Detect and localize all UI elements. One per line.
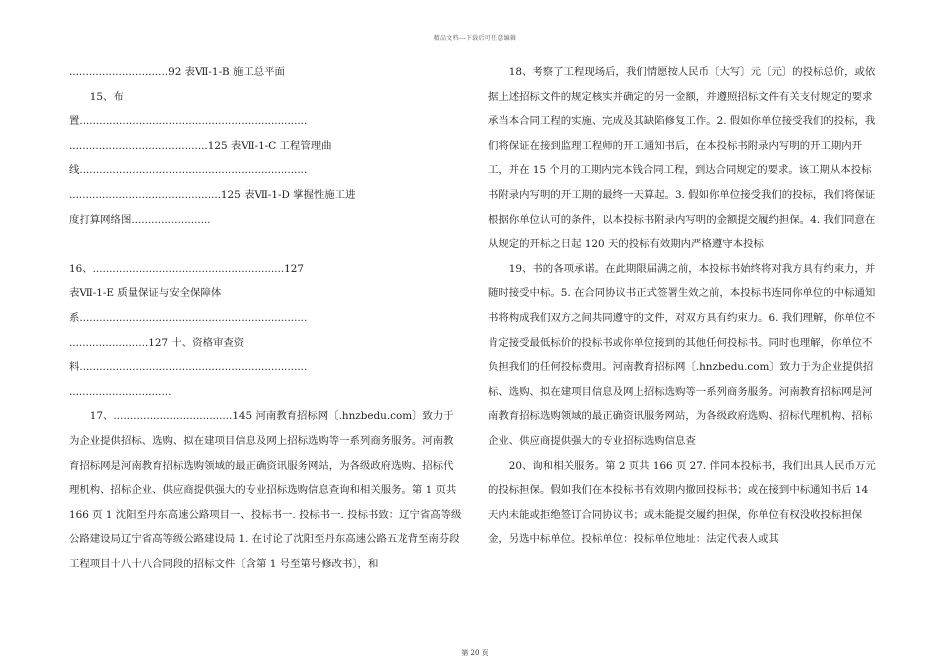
page-number: 第 20 页: [461, 649, 489, 657]
toc-line: ..............................................125 表Ⅶ-1-D 掌握性施工进: [69, 188, 356, 201]
body-paragraph: 20、询和相关服务。第 2 页共 166 页 27. 伴同本投标书，我们出具人民币万元的投标担保。假如我们在本投标书有效期内撤回投标书；或在接到中标通知书后 14 天内未能或拒绝签订合同协议书；或未能提交履约担保，你单位有权没收投标担保金，另选中标单位。投标单位：投标单位地址：法定代表人或其: [488, 459, 876, 546]
body-paragraph: 17、....................................145 河南教育招标网〔.hnzbedu.com〕致力于为企业提供招标、选购、拟在建项目信息及网上招标选购等一系列商务服务。河南教育招标网是河南教育招标选购领域的最正确资讯服务网站，为各级政府选购、招标代理机构、招标企业、供应商提供强大的专业招标选购信息查询和相关服务。第 1 页共 166 页 1 沈阳至丹东高速公路项目一、投标书一. 投标书一. 投标书致：辽宁省高等级公路建设局辽宁省高等级公路建设局 1. 在讨论了沈阳至丹东高速公路五龙背至南芬段工程项目十八十八合同段的招标文件〔含第 1 号至第号修改书〕，和: [69, 410, 462, 570]
toc-line: 度打算网络图........................: [69, 213, 211, 226]
page-header: 精品文档---下载后可任意编辑: [433, 35, 517, 42]
toc-line: ..............................92 表Ⅶ-1-B 施工总平面: [69, 66, 285, 78]
toc-line: 线.....................................................................: [69, 164, 308, 177]
body-paragraph: 15、布: [89, 90, 124, 103]
toc-line: 置.....................................................................: [69, 115, 308, 128]
blank-line: [69, 232, 462, 257]
right-column: [488, 60, 878, 552]
toc-line: 系.....................................................................: [69, 311, 308, 324]
toc-line: ..........................................125 表Ⅶ-1-C 工程管理曲: [69, 139, 332, 152]
body-paragraph: 19、书的各项承诺。在此期限届满之前，本投标书始终将对我方具有约束力，并随时接受中标。5. 在合同协议书正式签署生效之前，本投标书连同你单位的中标通知书将构成我们双方之间共同遵守的文件，对双方具有约束力。6. 我们理解，你单位不肯定接受最低标价的投标书或你单位接到的其他任何投标书。同时也理解，你单位不负担我们的任何投标费用。河南教育招标网〔.hnzbedu.com〕致力于为企业提供招标、选购、拟在建项目信息及网上招标选购等一系列商务服务。河南教育招标网是河南教育招标选购领域的最正确资讯服务网站，为各级政府选购、招标代理机构、招标企业、供应商提供强大的专业招标选购信息查: [488, 262, 876, 447]
toc-line: ........................127 十、资格审查资: [69, 336, 245, 349]
toc-line: 表Ⅶ-1-E 质量保证与安全保障体: [69, 287, 222, 300]
body-paragraph: 18、考察了工程现场后，我们情愿按人民币〔大写〕元〔元〕的投标总价，或依据上述招标文件的规定核实并确定的另一金额，并遵照招标文件有关支付规定的要求承当本合同工程的实施、完成及其缺陷修复工作。2. 假如你单位接受我们的投标，我们将保证在接到监理工程师的开工通知书后，在本投标书附录内写明的开工期内开工，并在 15 个月的工期内完本钱合同工程，到达合同规定的要求。该工期从本投标书附录内写明的开工期的最终一天算起。3. 假如你单位接受我们的投标，我们将保证根据你单位认可的条件，以本投标书附录内写明的金额提交履约担保。4. 我们同意在从规定的开标之日起 120 天的投标有效期内严格遵守本投标: [488, 66, 876, 251]
toc-line: ...............................: [69, 385, 172, 398]
toc-line: 16、..........................................................127: [69, 262, 305, 275]
left-column: [69, 60, 462, 576]
toc-line: 料.....................................................................: [69, 361, 308, 374]
